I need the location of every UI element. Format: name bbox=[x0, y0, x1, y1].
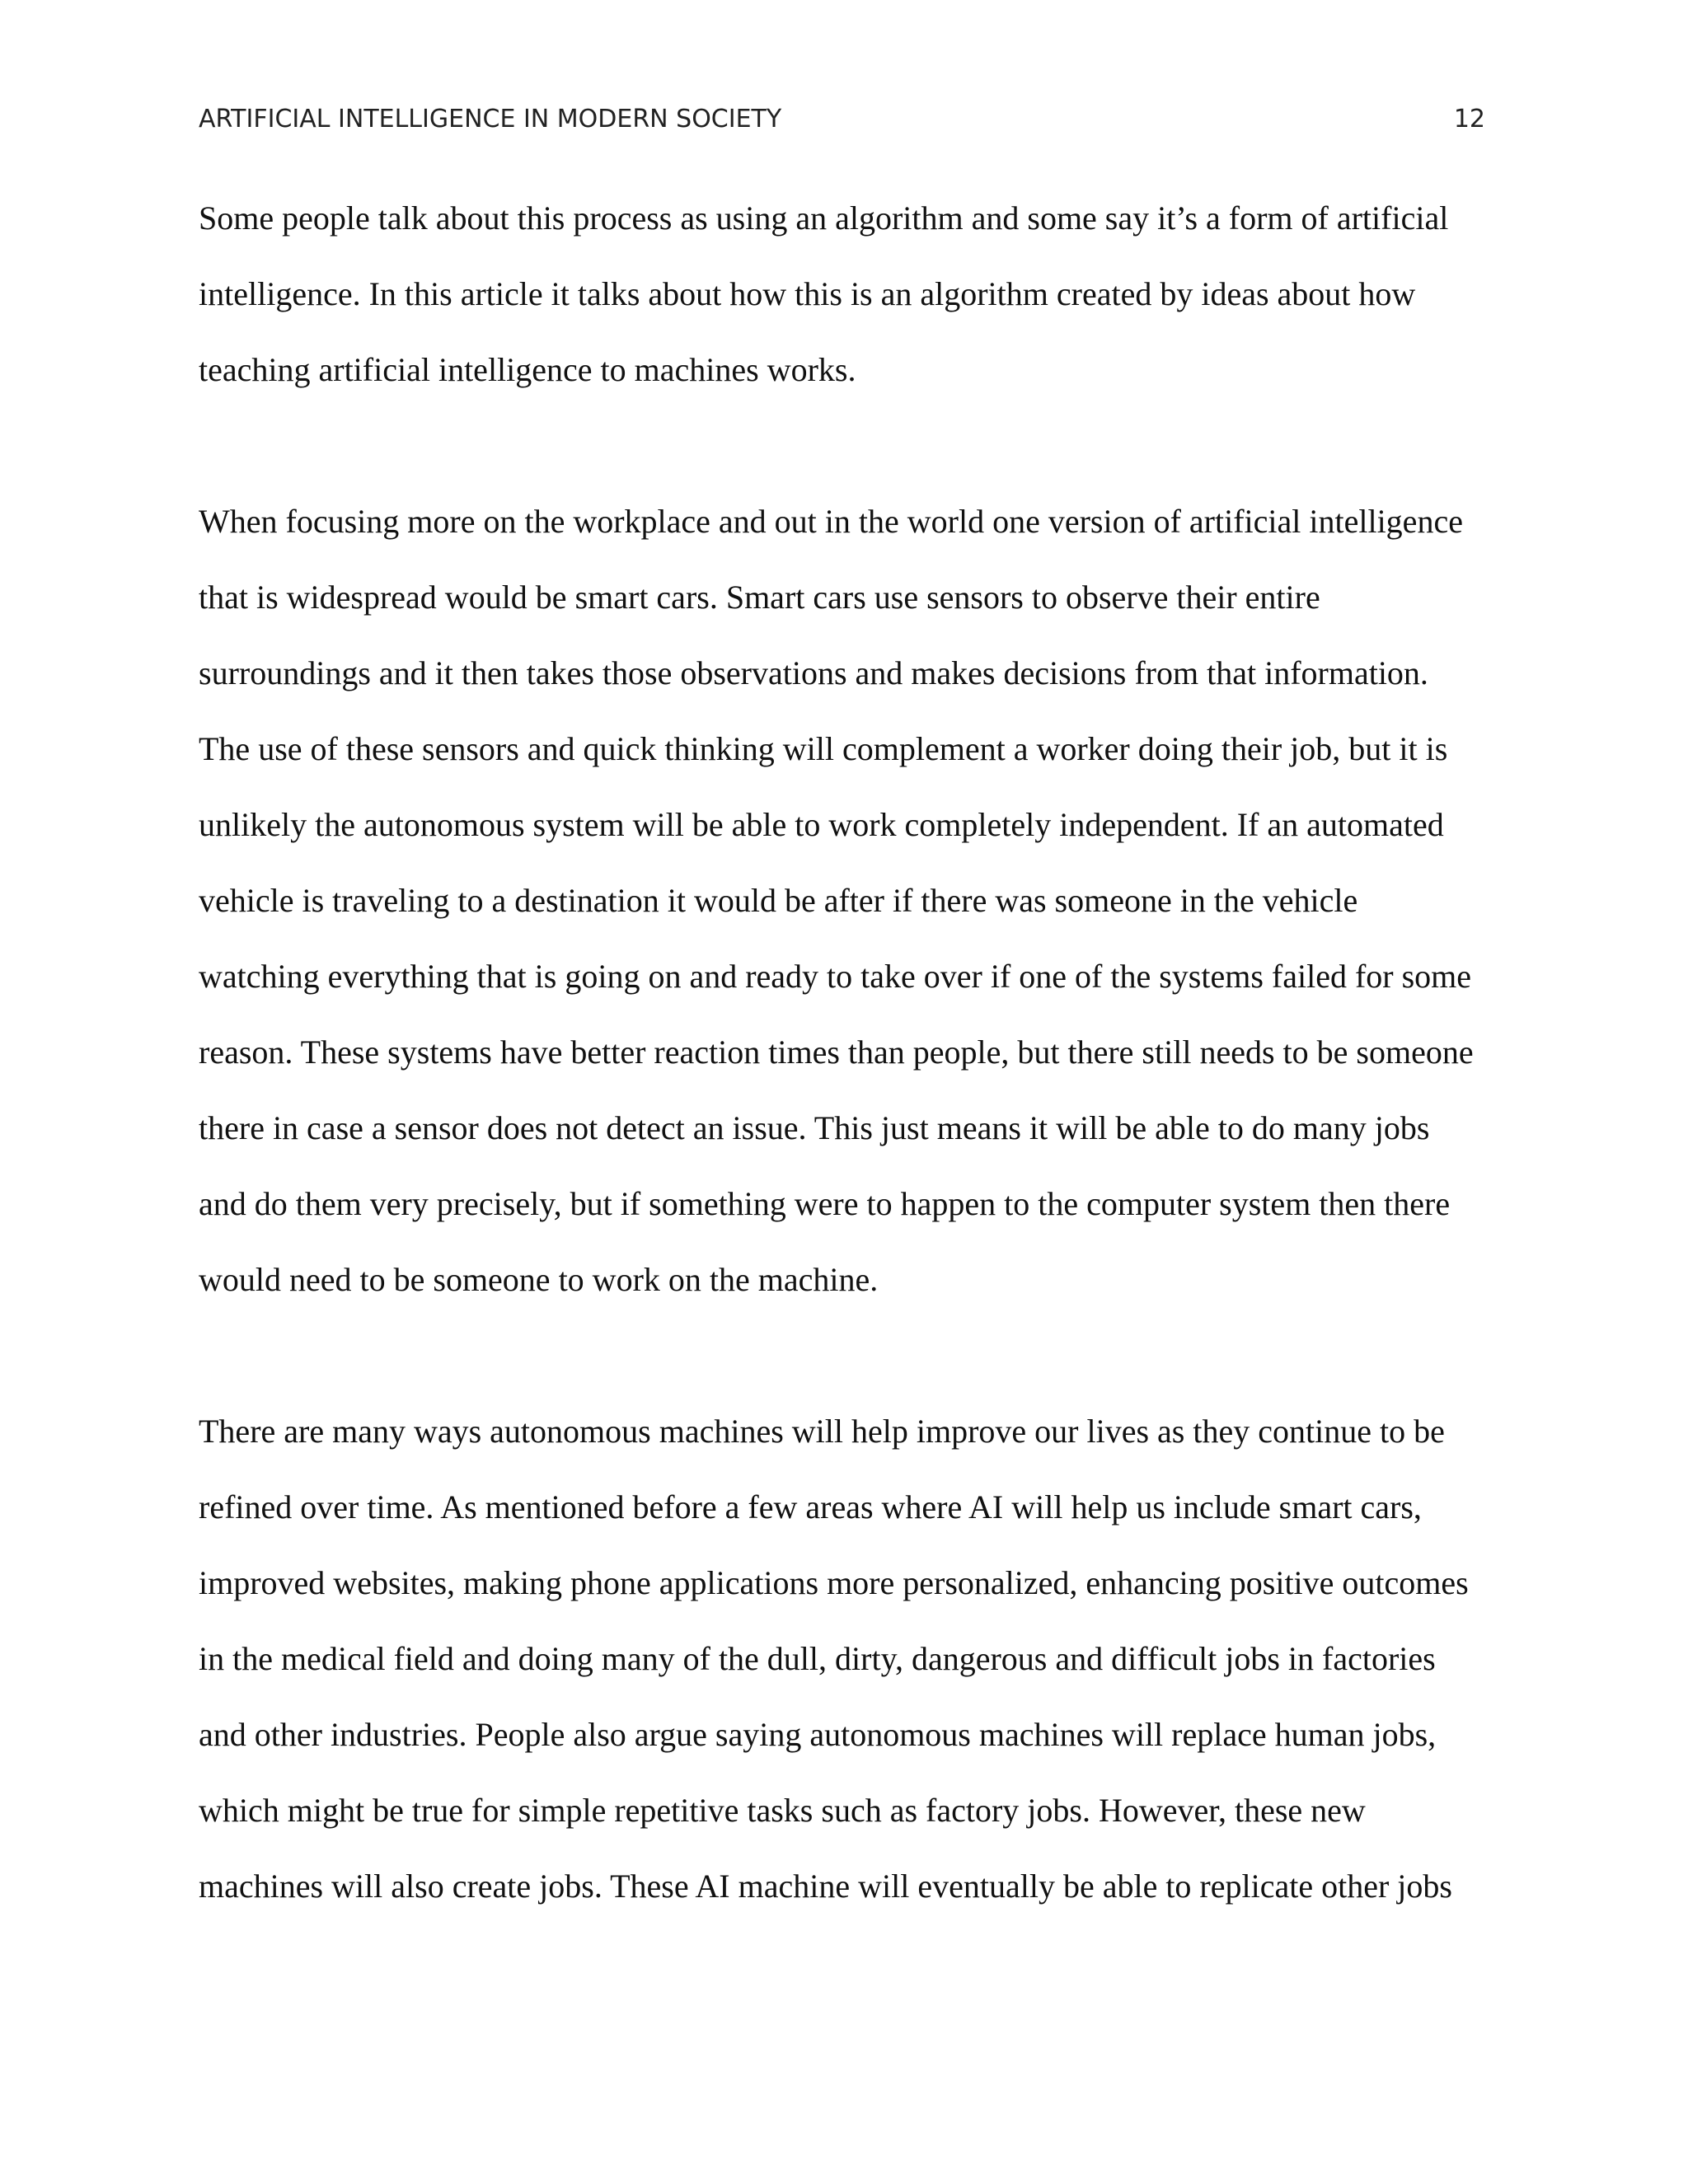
page-number: 12 bbox=[1453, 105, 1485, 134]
text-line: would need to be someone to work on the machine. bbox=[199, 1261, 879, 1298]
body-text bbox=[199, 196, 1485, 1940]
text-line: When focusing more on the workplace and out in the world one version of artificial intelligence bbox=[199, 503, 1463, 540]
paragraph bbox=[199, 196, 1485, 424]
text-line: there in case a sensor does not detect an issue. This just means it will be able to do many jobs bbox=[199, 1109, 1430, 1146]
paragraph bbox=[199, 499, 1485, 1333]
text-line: in the medical field and doing many of the dull, dirty, dangerous and difficult jobs in factories bbox=[199, 1640, 1436, 1677]
paragraph-gap bbox=[199, 424, 1485, 499]
text-line: refined over time. As mentioned before a few areas where AI will help us include smart cars, bbox=[199, 1488, 1422, 1526]
text-line: machines will also create jobs. These AI machine will eventually be able to replicate other jobs bbox=[199, 1868, 1452, 1905]
paragraph bbox=[199, 1409, 1485, 1940]
text-line: surroundings and it then takes those observations and makes decisions from that information. bbox=[199, 654, 1428, 691]
running-head-title: ARTIFICIAL INTELLIGENCE IN MODERN SOCIETY bbox=[199, 105, 782, 134]
text-line: Some people talk about this process as using an algorithm and some say it’s a form of artificial bbox=[199, 199, 1449, 237]
text-line: and do them very precisely, but if something were to happen to the computer system then there bbox=[199, 1185, 1451, 1222]
text-line: and other industries. People also argue saying autonomous machines will replace human jobs, bbox=[199, 1716, 1437, 1753]
paragraph-gap bbox=[199, 1333, 1485, 1409]
text-line: unlikely the autonomous system will be able to work completely independent. If an automated bbox=[199, 806, 1444, 843]
text-line: teaching artificial intelligence to machines works. bbox=[199, 351, 856, 388]
text-line: There are many ways autonomous machines will help improve our lives as they continue to be bbox=[199, 1413, 1445, 1450]
text-line: intelligence. In this article it talks about how this is an algorithm created by ideas about how bbox=[199, 275, 1416, 312]
text-line: that is widespread would be smart cars. Smart cars use sensors to observe their entire bbox=[199, 579, 1320, 616]
text-line: reason. These systems have better reaction times than people, but there still needs to be someone bbox=[199, 1033, 1474, 1071]
text-line: which might be true for simple repetitive tasks such as factory jobs. However, these new bbox=[199, 1792, 1366, 1829]
text-line: vehicle is traveling to a destination it would be after if there was someone in the vehicle bbox=[199, 882, 1358, 919]
text-line: improved websites, making phone applications more personalized, enhancing positive outcomes bbox=[199, 1564, 1469, 1601]
running-head bbox=[199, 101, 1485, 138]
text-line: watching everything that is going on and ready to take over if one of the systems failed for some bbox=[199, 958, 1472, 995]
text-line: The use of these sensors and quick thinking will complement a worker doing their job, but it is bbox=[199, 730, 1448, 767]
